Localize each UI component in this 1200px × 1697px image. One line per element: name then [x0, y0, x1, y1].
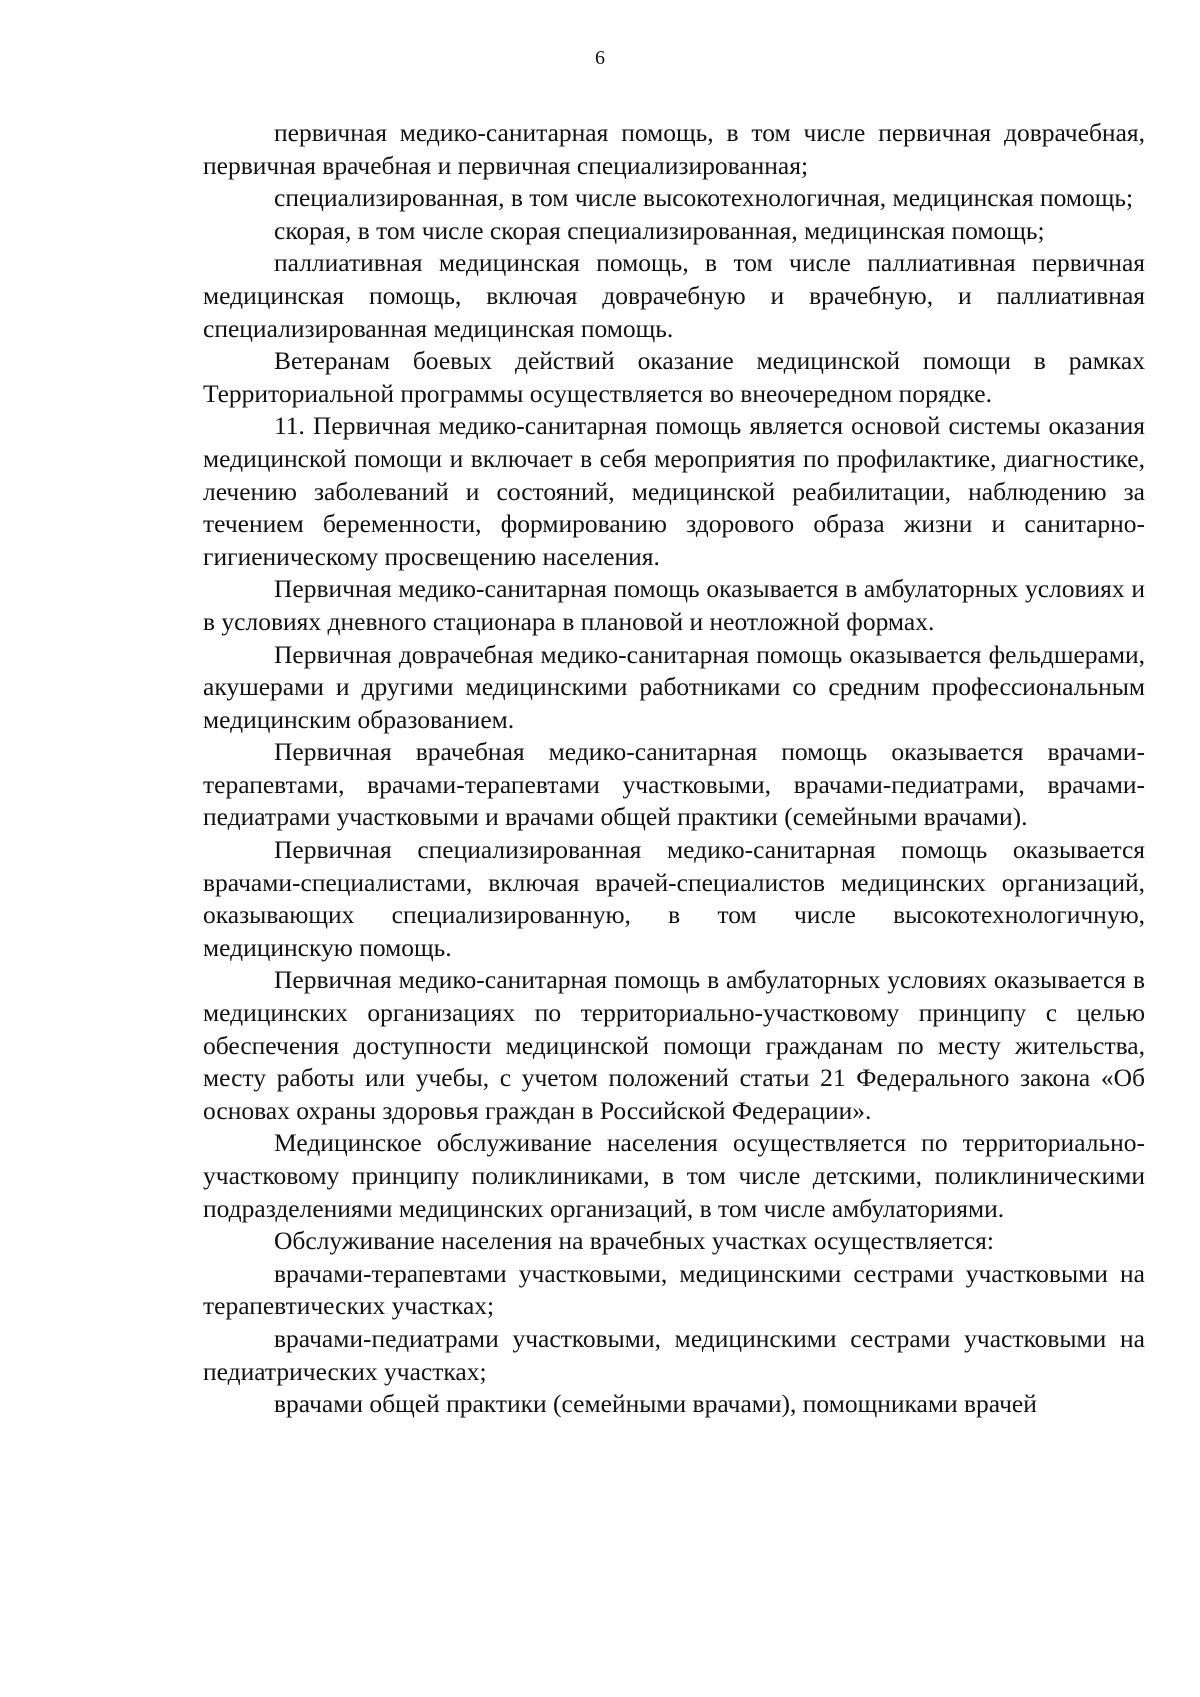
paragraph-district-service-intro: Обслуживание населения на врачебных участках осуществляется: — [274, 1226, 994, 1256]
paragraph-doctor-care: Первичная врачебная медико-санитарная помощь оказывается врачами-терапевтами, врачами-терапевтами участковыми, врачами-педиатрами, врачами-педиатрами участковыми и врачами общей практики (семейными врачами). — [203, 737, 1145, 832]
paragraph-care-type-emergency: скорая, в том числе скорая специализированная, медицинская помощь; — [274, 215, 1045, 245]
paragraph-pre-doctor-care: Первичная доврачебная медико-санитарная помощь оказывается фельдшерами, акушерами и другими медицинскими работниками со средним профессиональным медицинским образованием. — [203, 639, 1145, 734]
paragraph-therapist-districts: врачами-терапевтами участковыми, медицинскими сестрами участковыми на терапевтических участках; — [203, 1258, 1145, 1321]
document-body — [203, 117, 1145, 1421]
paragraph-primary-care-conditions: Первичная медико-санитарная помощь оказывается в амбулаторных условиях и в условиях дневного стационара в плановой и неотложной формах. — [203, 574, 1145, 636]
paragraph-specialized-primary-care: Первичная специализированная медико-санитарная помощь оказывается врачами-специалистами, включая врачей-специалистов медицинских организаций, оказывающих специализированную, в том числе высокотехнологичную, медицинскую помощь. — [203, 835, 1145, 962]
paragraph-medical-service: Медицинское обслуживание населения осуществляется по территориально-участковому принципу поликлиниками, в том числе детскими, поликлиническими подразделениями медицинских организаций, в том числе амбулаториями. — [203, 1128, 1145, 1223]
paragraph-care-type-palliative: паллиативная медицинская помощь, в том числе паллиативная первичная медицинская помощь, включая доврачебную и врачебную, и паллиативная специализированная медицинская помощь. — [203, 248, 1145, 343]
paragraph-care-type-primary: первичная медико-санитарная помощь, в том числе первичная доврачебная, первичная врачебная и первичная специализированная; — [203, 118, 1145, 180]
paragraph-care-type-specialized: специализированная, в том числе высокотехнологичная, медицинская помощь; — [274, 183, 1134, 213]
page-number: 6 — [595, 47, 605, 69]
paragraph-territorial-principle: Первичная медико-санитарная помощь в амбулаторных условиях оказывается в медицинских организациях по территориально-участковому принципу с целью обеспечения доступности медицинской помощи гражданам по месту жительства, месту работы или учебы, с учетом положений статьи 21 Федерального закона «Об основах охраны здоровья граждан в Российской Федерации». — [203, 965, 1145, 1125]
paragraph-general-practice: врачами общей практики (семейными врачами), помощниками врачей — [274, 1389, 1037, 1419]
paragraph-veterans: Ветеранам боевых действий оказание медицинской помощи в рамках Территориальной программы осуществляется во внеочередном порядке. — [203, 346, 1145, 408]
paragraph-pediatric-districts: врачами-педиатрами участковыми, медицинскими сестрами участковыми на педиатрических участках; — [203, 1323, 1145, 1386]
paragraph-section-11: 11. Первичная медико-санитарная помощь является основой системы оказания медицинской помощи и включает в себя мероприятия по профилактике, диагностике, лечению заболеваний и состояний, медицинской реабилитации, наблюдению за течением беременности, формированию здорового образа жизни и санитарно-гигиеническому просвещению населения. — [203, 411, 1145, 571]
